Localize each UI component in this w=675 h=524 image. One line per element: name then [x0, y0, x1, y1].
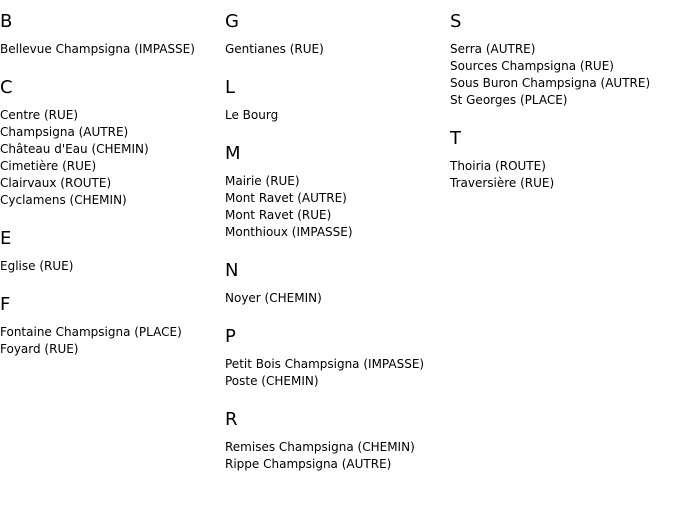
- letter-heading: T: [450, 128, 461, 149]
- letter-heading: M: [225, 143, 241, 164]
- street-index-column: [450, 0, 675, 211]
- street-link[interactable]: Eglise (RUE): [0, 259, 74, 273]
- street-link[interactable]: Cyclamens (CHEMIN): [0, 193, 127, 207]
- street-link[interactable]: Fontaine Champsigna (PLACE): [0, 325, 182, 339]
- street-list: [225, 107, 450, 124]
- street-link[interactable]: Traversière (RUE): [450, 176, 555, 190]
- letter-heading: B: [0, 11, 13, 32]
- letter-group: [225, 326, 450, 390]
- letter-group: [450, 11, 675, 109]
- letter-group: [225, 409, 450, 473]
- letter-group: [0, 294, 225, 358]
- street-link[interactable]: Mont Ravet (AUTRE): [225, 191, 347, 205]
- street-link[interactable]: Centre (RUE): [0, 108, 79, 122]
- letter-group: [0, 11, 225, 58]
- street-link[interactable]: Sous Buron Champsigna (AUTRE): [450, 76, 651, 90]
- street-link[interactable]: Le Bourg: [225, 108, 279, 122]
- letter-heading: N: [225, 260, 239, 281]
- street-link[interactable]: Mont Ravet (RUE): [225, 208, 332, 222]
- street-list: [225, 290, 450, 307]
- street-link[interactable]: Thoiria (ROUTE): [450, 159, 546, 173]
- letter-heading: F: [0, 294, 11, 315]
- street-list: [225, 439, 450, 473]
- letter-heading: P: [225, 326, 236, 347]
- street-list: [0, 324, 225, 358]
- street-list: [0, 41, 225, 58]
- street-list: [0, 107, 225, 209]
- letter-group: [0, 228, 225, 275]
- street-link[interactable]: Serra (AUTRE): [450, 42, 536, 56]
- letter-group: [225, 77, 450, 124]
- street-link[interactable]: St Georges (PLACE): [450, 93, 568, 107]
- letter-heading: C: [0, 77, 13, 98]
- street-link[interactable]: Clairvaux (ROUTE): [0, 176, 112, 190]
- letter-group: [225, 11, 450, 58]
- street-link[interactable]: Château d'Eau (CHEMIN): [0, 142, 149, 156]
- street-list: [450, 41, 675, 109]
- street-link[interactable]: Monthioux (IMPASSE): [225, 225, 353, 239]
- street-list: [0, 258, 225, 275]
- street-link[interactable]: Bellevue Champsigna (IMPASSE): [0, 42, 195, 56]
- street-index-column: [225, 0, 450, 492]
- street-list: [225, 356, 450, 390]
- letter-group: [225, 143, 450, 241]
- street-link[interactable]: Sources Champsigna (RUE): [450, 59, 614, 73]
- street-list: [450, 158, 675, 192]
- street-link[interactable]: Mairie (RUE): [225, 174, 300, 188]
- street-link[interactable]: Noyer (CHEMIN): [225, 291, 322, 305]
- letter-heading: S: [450, 11, 462, 32]
- street-link[interactable]: Foyard (RUE): [0, 342, 79, 356]
- street-link[interactable]: Rippe Champsigna (AUTRE): [225, 457, 392, 471]
- street-list: [225, 41, 450, 58]
- street-link[interactable]: Poste (CHEMIN): [225, 374, 319, 388]
- letter-group: [450, 128, 675, 192]
- letter-heading: L: [225, 77, 236, 98]
- street-link[interactable]: Champsigna (AUTRE): [0, 125, 129, 139]
- letter-heading: E: [0, 228, 12, 249]
- street-link[interactable]: Petit Bois Champsigna (IMPASSE): [225, 357, 425, 371]
- letter-group: [225, 260, 450, 307]
- street-link[interactable]: Gentianes (RUE): [225, 42, 324, 56]
- street-list: [225, 173, 450, 241]
- street-index-column: [0, 0, 225, 377]
- street-link[interactable]: Cimetière (RUE): [0, 159, 97, 173]
- letter-heading: G: [225, 11, 239, 32]
- letter-heading: R: [225, 409, 238, 430]
- letter-group: [0, 77, 225, 209]
- street-link[interactable]: Remises Champsigna (CHEMIN): [225, 440, 415, 454]
